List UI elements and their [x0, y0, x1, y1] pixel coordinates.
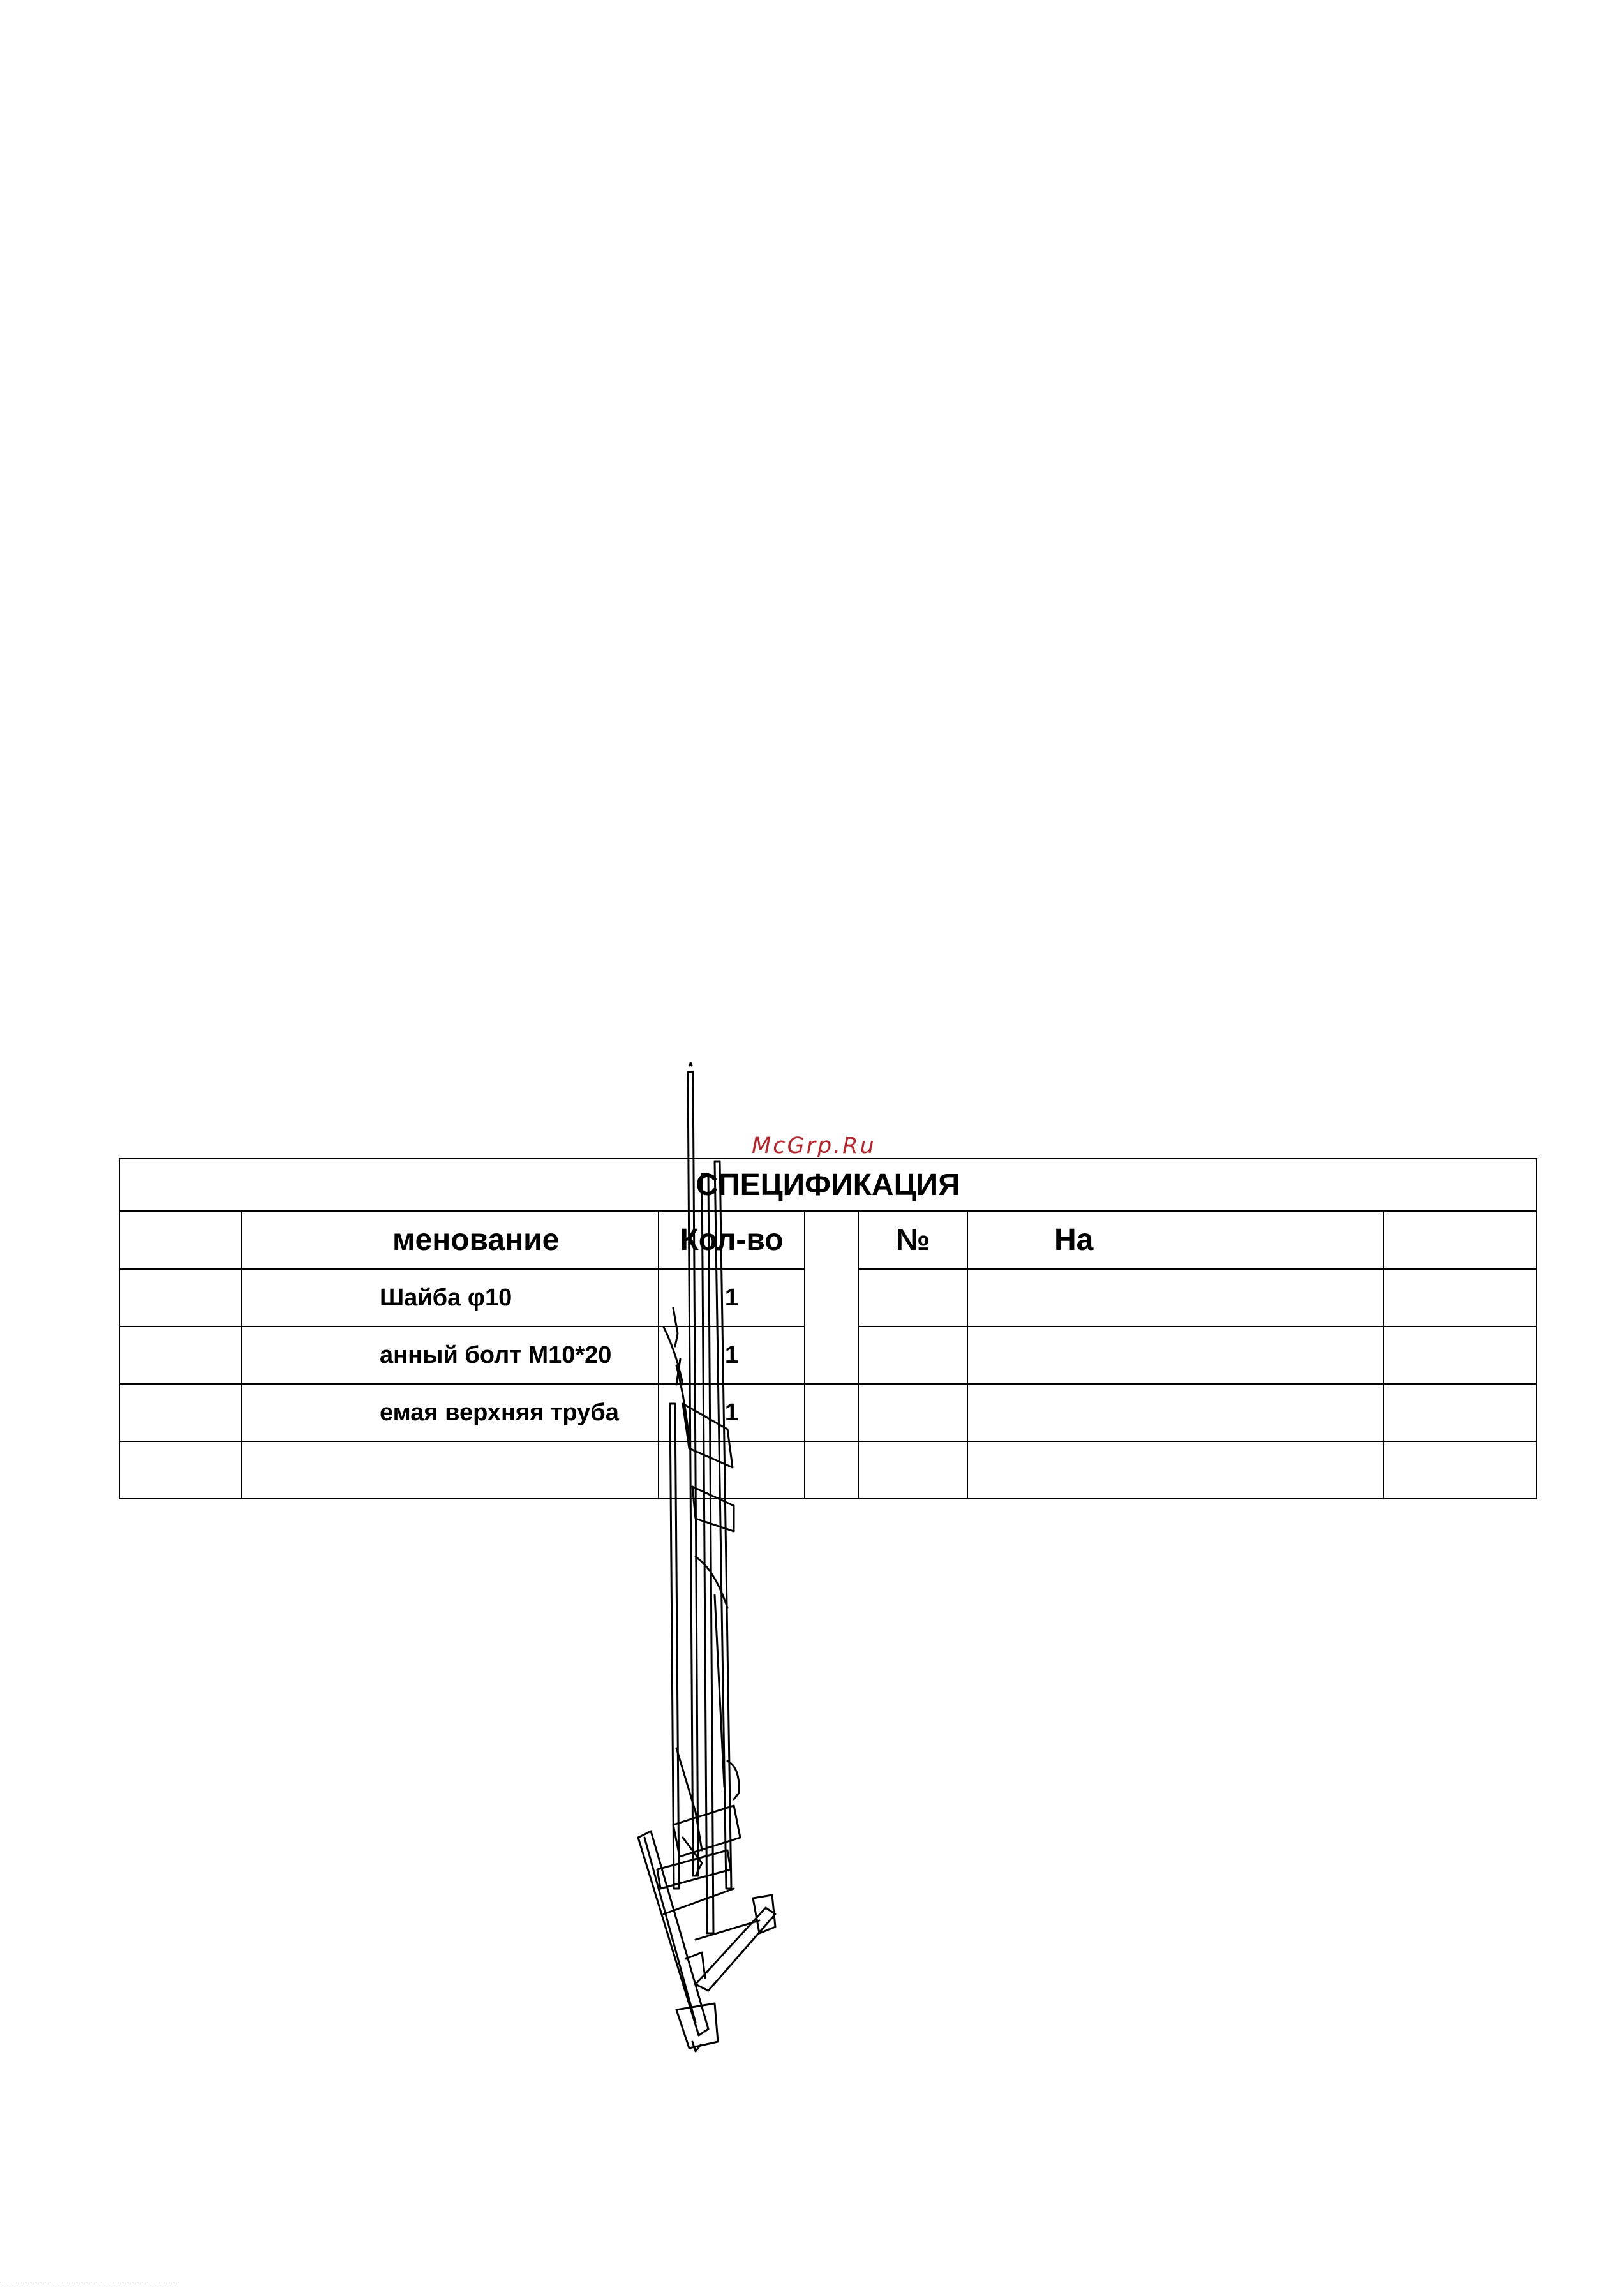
row-qty: [659, 1441, 805, 1499]
specification-table: [119, 1158, 1537, 1499]
header-row: [119, 1211, 1537, 1269]
row-name: [242, 1441, 659, 1499]
table-row: [119, 1384, 1537, 1441]
table-row: [119, 1441, 1537, 1499]
header-cell-blank: [119, 1211, 242, 1269]
row-name: анный болт M10*20: [242, 1326, 659, 1384]
table-row: [119, 1326, 1537, 1384]
watermark: McGrp.Ru: [752, 1133, 876, 1159]
header-cell-spacer: [805, 1211, 858, 1269]
header-name-2: На: [967, 1211, 1383, 1269]
row-qty: 1: [659, 1269, 805, 1326]
header-num: №: [858, 1211, 967, 1269]
header-cell-blank-end: [1383, 1211, 1537, 1269]
row-qty: 1: [659, 1384, 805, 1441]
table-row: [119, 1269, 1537, 1326]
row-name: Шайба φ10: [242, 1269, 659, 1326]
spec-title: СПЕЦИФИКАЦИЯ: [119, 1159, 1537, 1211]
footer-divider: [0, 2282, 179, 2284]
row-qty: 1: [659, 1326, 805, 1384]
header-qty: Кол-во: [659, 1211, 805, 1269]
row-name: емая верхняя труба: [242, 1384, 659, 1441]
header-name: менование: [242, 1211, 659, 1269]
